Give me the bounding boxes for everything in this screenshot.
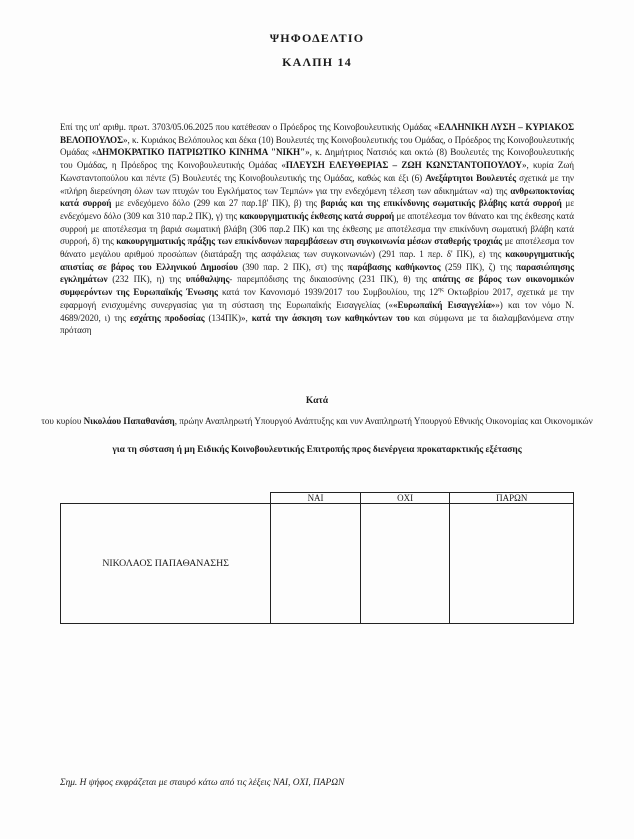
emphasis: κατά την άσκηση των καθηκόντων του <box>251 312 410 323</box>
text-segment: σχετικά με την «πλήρη διερεύνηση όλων των πτυχών του Εγκλήματος των Τεμπών» για την ενδεχόμενη τέλεση των αδικημάτων «α) της <box>60 172 574 196</box>
vote-present-box[interactable] <box>450 504 574 624</box>
ballot-box-number: ΚΑΛΠΗ 14 <box>282 55 352 69</box>
text-segment: με ενδεχόμενο δόλο (299 και 27 παρ.1β' ΠΚ), β) της <box>111 198 321 209</box>
text-segment: », κ. Κυριάκος Βελόπουλος και δέκα (10) Βουλευτές της Κοινοβουλευτικής του Ομάδας, ο Πρόεδρος της Κοινοβουλευτικής Ομάδας « <box>60 134 574 158</box>
emphasis: εσχάτης προδοσίας <box>129 312 205 323</box>
emphasis: υπόθαλψης <box>185 274 230 285</box>
vote-yes-box[interactable] <box>271 504 361 624</box>
option-yes-header: ΝΑΙ <box>271 493 361 504</box>
text-segment: (390 παρ. 2 ΠΚ), στ) της <box>237 261 348 272</box>
vote-table <box>60 492 574 624</box>
text-segment: ») και τον νόμο Ν. 4689/2020, ι) της <box>60 299 574 323</box>
emphasis: κακουργηματικής έκθεσης κατά συρροή <box>239 210 395 221</box>
ordinal-suffix: ης <box>438 287 444 294</box>
text-segment: », κ. Δημήτριος Νατσιός και οκτώ (8) Βουλευτές της Κοινοβουλευτικής του Ομάδας, η Πρόεδρος της Κοινοβουλευτικής Ομάδας « <box>60 147 574 171</box>
party-name: ΕΛΛΗΝΙΚΗ ΛΥΣΗ – ΚΥΡΙΑΚΟΣ ΒΕΛΟΠΟΥΛΟΣ <box>60 122 574 145</box>
text-segment: με ενδεχόμενο δόλο (309 και 310 παρ.2 ΠΚ), γ) της <box>60 198 574 221</box>
party-name: ΠΛΕΥΣΗ ΕΛΕΥΘΕΡΙΑΣ – ΖΩΗ ΚΩΝΣΤΑΝΤΟΠΟΥΛΟΥ <box>285 160 522 171</box>
text-segment: Επί της υπ' αριθμ. πρωτ. 3703/05.06.2025 που κατέθεσαν ο Πρόεδρος της Κοινοβουλευτικής Ομάδας « <box>60 122 439 132</box>
text-segment: - παρεμπόδισης της δικαιοσύνης (231 ΠΚ), θ) της <box>229 274 433 285</box>
emphasis: παράβασης καθήκοντος <box>347 261 441 272</box>
emphasis: παρασιώπησης εγκλημάτων <box>60 261 575 285</box>
text-segment: Οκτωβρίου 2017, σχετικά με την εφαρμογή ενισχυμένης συνεργασίας για τη σύσταση της Ευρωπαϊκής Εισαγγελίας (« <box>60 287 574 310</box>
empty-header-cell <box>61 493 271 504</box>
emphasis: κακουργηματικής πράξης των επικίνδυνων παρεμβάσεων στη συγκοινωνία μέσων σταθερής τροχιάς <box>116 236 503 247</box>
party-name: ΔΗΜΟΚΡΑΤΙΚΟ ΠΑΤΡΙΩΤΙΚΟ ΚΙΝΗΜΑ "ΝΙΚΗ" <box>96 147 306 158</box>
voting-instruction-note: Σημ. Η ψήφος εκφράζεται με σταυρό κάτω από τις λέξεις ΝΑΙ, ΟΧΙ, ΠΑΡΩΝ <box>60 778 345 788</box>
emphasis: βαριάς και της επικίνδυνης σωματικής βλάβης κατά συρροή <box>320 198 562 209</box>
vote-row <box>61 504 574 624</box>
emphasis: απάτης σε βάρος των οικονομικών συμφερόντων της Ευρωπαϊκής Ένωσης <box>60 274 575 298</box>
option-present-header: ΠΑΡΩΝ <box>450 493 574 504</box>
accused-name: Νικολάου Παπαθανάση <box>83 416 175 426</box>
emphasis: κακουργηματικής απιστίας σε βάρος του Ελληνικού Δημοσίου <box>60 249 574 272</box>
text-segment: (134ΠΚ)», <box>204 312 252 323</box>
ballot-purpose: για τη σύσταση ή μη Ειδικής Κοινοβουλευτικής Επιτροπής προς διενέργεια προκαταρκτικής εξέτασης <box>112 445 522 455</box>
text-segment: κατά τον Κανονισμό 1939/2017 του Συμβουλίου, της 12 <box>217 287 439 298</box>
ballot-title: ΨΗΦΟΔΕΛΤΙΟ <box>269 31 365 45</box>
text-segment: », κυρία Ζωή Κωνσταντοπούλου και πέντε (5) Βουλευτές της Κοινοβουλευτικής της Ομάδας, καθώς και έξι (6) <box>60 160 574 183</box>
vote-no-box[interactable] <box>360 504 450 624</box>
candidate-name: ΝΙΚΟΛΑΟΣ ΠΑΠΑΘΑΝΑΣΗΣ <box>61 504 271 624</box>
text-segment: και σύμφωνα με τα διαλαμβανόμενα στην πρόταση <box>60 312 574 336</box>
emphasis: «Ευρωπαϊκή Εισαγγελία» <box>392 299 496 310</box>
against-label: Κατά <box>305 396 329 406</box>
accused-description <box>40 416 594 428</box>
accused-title: , πρώην Αναπληρωτή Υπουργού Ανάπτυξης και νυν Αναπληρωτή Υπουργού Εθνικής Οικονομίας και Οικονομικών <box>174 416 593 426</box>
text-segment: με αποτέλεσμα τον θάνατο μεγάλου αριθμού προσώπων (διατάραξη της ασφάλειας των συγκοινωνιών) (291 παρ. 1 περ. δ' ΠΚ), ε) της <box>60 236 575 260</box>
emphasis: Ανεξάρτητοι Βουλευτές <box>425 172 516 183</box>
text-segment: (232 ΠΚ), η) της <box>107 274 186 285</box>
emphasis: ανθρωποκτονίας κατά συρροή <box>60 185 574 209</box>
text-segment: με αποτέλεσμα τον θάνατο και της έκθεσης κατά συρροή με αποτέλεσμα τη βαριά σωματική βλάβη (306 παρ.2 ΠΚ) και της έκθεσης με αποτέλεσμα την επικίνδυνη σωματική βλάβη κατά συρροή, δ) της <box>60 210 575 247</box>
vote-header-row <box>61 493 574 504</box>
accused-prefix: του κυρίου <box>41 416 84 426</box>
option-no-header: ΟΧΙ <box>360 493 450 504</box>
proposal-text <box>60 121 574 337</box>
text-segment: (259 ΠΚ), ζ) της <box>440 261 517 272</box>
